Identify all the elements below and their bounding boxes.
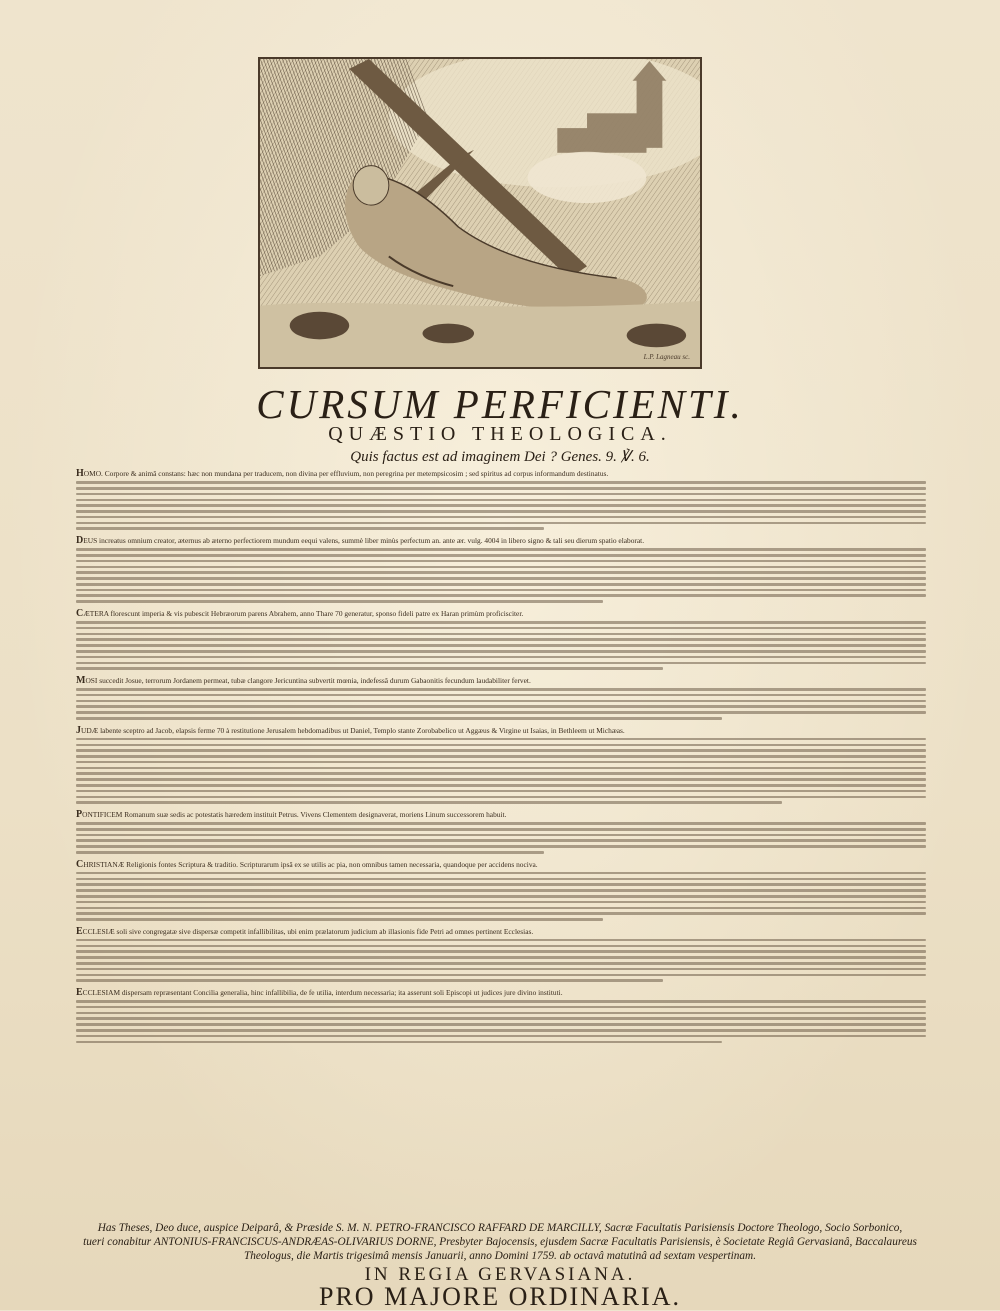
paragraph-text-lines bbox=[76, 738, 926, 804]
thesis-paragraph bbox=[76, 536, 926, 603]
thesis-paragraph bbox=[76, 927, 926, 982]
paragraph-text-lines bbox=[76, 548, 926, 603]
text-line bbox=[76, 956, 926, 959]
text-line bbox=[76, 1029, 926, 1032]
text-line bbox=[76, 548, 926, 551]
paragraph-text-lines bbox=[76, 688, 926, 720]
text-line bbox=[76, 688, 926, 691]
text-line bbox=[76, 1000, 926, 1003]
text-line bbox=[76, 974, 926, 977]
text-line bbox=[76, 790, 926, 793]
paragraph-text-lines bbox=[76, 872, 926, 921]
paragraph-head-text: HOMO. Corpore & animâ constans: hæc non mundana per traducem, non divina per effluvium, non peregrina per metempsicosim ; sed spiritus ad corpus informandum destinatus. bbox=[76, 469, 609, 479]
text-line bbox=[76, 516, 926, 519]
text-line bbox=[76, 895, 926, 898]
paragraph-head-text: ECCLESIAM dispersam repræsentant Concilia generalia, hinc infallibilia, de fe utilia, interdum necessaria; ita asserunt soli Episcopi ut judices jure divino instituti. bbox=[76, 986, 563, 998]
thesis-paragraph bbox=[76, 676, 926, 720]
text-line bbox=[76, 912, 926, 915]
text-line bbox=[76, 621, 926, 624]
text-line bbox=[76, 499, 926, 502]
text-line bbox=[76, 560, 926, 563]
defense-line-2: tueri conabitur ANTONIUS-FRANCISCUS-ANDRÆAS-OLIVARIUS DORNE, Presbyter Bajocensis, ejusdem Sacræ Facultatis Parisiensis, è Societate Regiâ Gervasianâ, Baccalaureus bbox=[83, 1236, 917, 1248]
text-line bbox=[76, 504, 926, 507]
thesis-paragraph bbox=[76, 726, 926, 804]
paragraph-head-text: PONTIFICEM Romanum suæ sedis ac potestatis hæredem instituit Petrus. Vivens Clementem designaverat, moriens Linum successorem habuit. bbox=[76, 808, 507, 820]
text-line bbox=[76, 744, 926, 747]
text-line bbox=[76, 638, 926, 641]
text-line bbox=[76, 968, 926, 971]
text-line bbox=[76, 711, 926, 714]
text-line bbox=[76, 907, 926, 910]
paragraph-head-text: DEUS increatus omnium creator, æternus ab æterno perfectiorem mundum eequi valens, summè liber minùs perfectum an. ante ær. vulg. 4004 in libero signo & tali seu dierum spatio elaborat. bbox=[76, 535, 645, 547]
thesis-paragraph bbox=[76, 810, 926, 854]
thesis-paragraph bbox=[76, 860, 926, 921]
page-subtitle: QUÆSTIO THEOLOGICA. bbox=[328, 423, 672, 445]
text-line bbox=[76, 784, 926, 787]
text-line bbox=[76, 834, 926, 837]
paragraph-text-lines bbox=[76, 621, 926, 670]
text-line bbox=[76, 554, 926, 557]
text-line bbox=[76, 633, 926, 636]
text-line bbox=[76, 481, 926, 484]
engraving-frame bbox=[258, 57, 702, 369]
text-line bbox=[76, 700, 926, 703]
text-line bbox=[76, 950, 926, 953]
text-line bbox=[76, 644, 926, 647]
text-line bbox=[76, 1012, 926, 1015]
text-line bbox=[76, 662, 926, 665]
text-line bbox=[76, 839, 926, 842]
text-line bbox=[76, 901, 926, 904]
text-line bbox=[76, 594, 926, 597]
text-line bbox=[76, 627, 926, 630]
text-line bbox=[76, 845, 926, 848]
text-line bbox=[76, 522, 926, 525]
text-line bbox=[76, 878, 926, 881]
text-line bbox=[76, 828, 926, 831]
text-line bbox=[76, 571, 926, 574]
defense-line-1: Has Theses, Deo duce, auspice Deiparâ, & Præside S. M. N. PETRO-FRANCISCO RAFFARD DE MARCILLY, Sacræ Facultatis Parisiensis Doctore Theologo, Socio Sorbonico, bbox=[97, 1222, 903, 1234]
text-line bbox=[76, 979, 663, 982]
text-line bbox=[76, 738, 926, 741]
text-line bbox=[76, 510, 926, 513]
paragraph-text-lines bbox=[76, 822, 926, 854]
text-line bbox=[76, 889, 926, 892]
page-title: CURSUM PERFICIENTI. bbox=[256, 381, 744, 427]
text-line bbox=[76, 851, 544, 854]
text-line bbox=[76, 872, 926, 875]
text-line bbox=[76, 945, 926, 948]
text-line bbox=[76, 705, 926, 708]
engraver-signature: L.P. Lagneau sc. bbox=[643, 353, 690, 361]
text-line bbox=[76, 883, 926, 886]
text-line bbox=[76, 796, 926, 799]
paragraph-text-lines bbox=[76, 939, 926, 982]
text-line bbox=[76, 772, 926, 775]
christ-carrying-cross-engraving-icon bbox=[260, 59, 700, 367]
text-line bbox=[76, 667, 663, 670]
text-line bbox=[76, 767, 926, 770]
paragraph-head-text: JUDÆ labente sceptro ad Jacob, elapsis ferme 70 à restitutione Jerusalem hebdomadibus ut Daniel, Templo stante Zorobabelico ut Aggæus & Virgine ut Isaias, in Bethleem ut Michæas. bbox=[76, 724, 625, 736]
paragraph-head-text: CÆTERA florescunt imperia & vis pubescit Hebræorum parens Abrahem, anno Thare 70 generatur, sponso fideli patre ex Haran primùm proficisciter. bbox=[76, 607, 524, 619]
text-line bbox=[76, 589, 926, 592]
text-line bbox=[76, 694, 926, 697]
paragraph-head-text: ECCLESIÆ soli sive congregatæ sive dispersæ competit infallibilitas, ubi enim prælatorum judicium ab illasionis fide Petri ad omnes pertinent Ecclesias. bbox=[76, 925, 534, 937]
text-line bbox=[76, 1041, 722, 1044]
text-line bbox=[76, 778, 926, 781]
text-line bbox=[76, 717, 722, 720]
text-line bbox=[76, 918, 603, 921]
text-line bbox=[76, 939, 926, 942]
thesis-paragraph bbox=[76, 469, 926, 530]
thesis-paragraph bbox=[76, 988, 926, 1043]
paragraph-text-lines bbox=[76, 1000, 926, 1043]
text-line bbox=[76, 577, 926, 580]
text-line bbox=[76, 1023, 926, 1026]
paragraph-text-lines bbox=[76, 481, 926, 530]
text-line bbox=[76, 962, 926, 965]
text-line bbox=[76, 527, 544, 530]
text-line bbox=[76, 656, 926, 659]
text-line bbox=[76, 583, 926, 586]
text-line bbox=[76, 493, 926, 496]
paragraph-head-text: CHRISTIANÆ Religionis fontes Scriptura & traditio. Scripturarum ipsâ ex se utilis ac pia, non omnibus tamen necessaria, quandoque per accidens nociva. bbox=[76, 858, 538, 870]
thesis-paragraph bbox=[76, 609, 926, 670]
text-line bbox=[76, 822, 926, 825]
place-heading: IN REGIA GERVASIANA. bbox=[364, 1264, 636, 1285]
text-line bbox=[76, 801, 782, 804]
paragraph-head-text: MOSI succedit Josue, terrorum Jordanem permeat, tubæ clangore Jericuntina subvertit mœnia, indefessâ durum Gabaonitis fecundum laudabiliter fervet. bbox=[76, 674, 531, 686]
text-line bbox=[76, 1006, 926, 1009]
pro-majore-heading: PRO MAJORE ORDINARIA. bbox=[319, 1282, 681, 1311]
text-line bbox=[76, 650, 926, 653]
text-line bbox=[76, 755, 926, 758]
text-line bbox=[76, 761, 926, 764]
text-line bbox=[76, 1035, 926, 1038]
text-line bbox=[76, 749, 926, 752]
text-line bbox=[76, 600, 603, 603]
text-line bbox=[76, 487, 926, 490]
defense-line-3: Theologus, die Martis trigesimâ mensis Januarii, anno Domini 1759. ab octavâ matutinâ ad sextam vespertinam. bbox=[243, 1250, 757, 1262]
thesis-body bbox=[76, 469, 926, 1239]
text-line bbox=[76, 566, 926, 569]
text-line bbox=[76, 1017, 926, 1020]
thesis-question: Quis factus est ad imaginem Dei ? Genes. 9. ℣. 6. bbox=[350, 449, 650, 465]
defense-statement bbox=[70, 1221, 930, 1263]
